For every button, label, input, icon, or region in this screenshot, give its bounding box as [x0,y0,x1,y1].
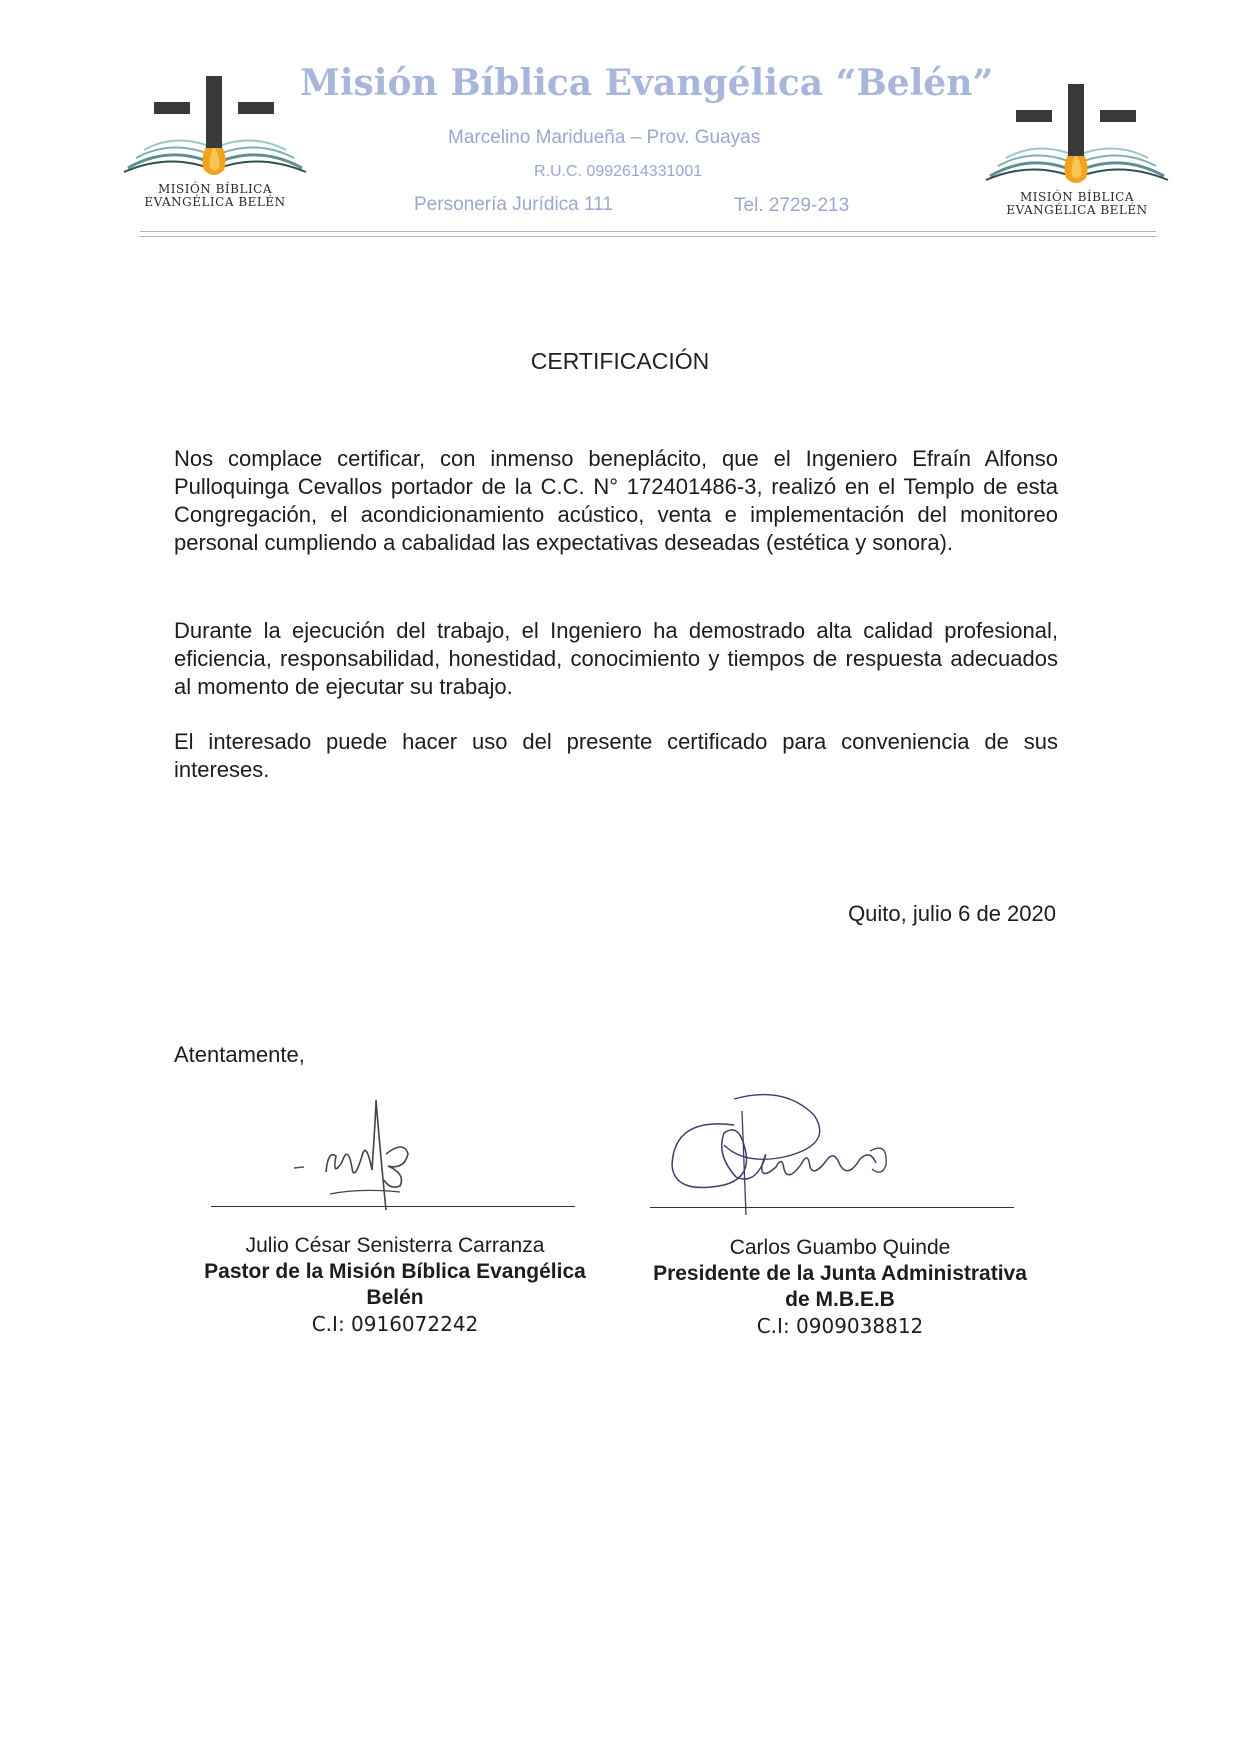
signature-line-left [211,1206,575,1207]
closing: Atentamente, [174,1042,305,1067]
signatory-id: C.I: 0909038812 [756,1314,924,1338]
logo-caption-line2: EVANGÉLICA BELÉN [144,195,286,209]
logo-left [120,72,310,212]
ruc-number: R.U.C. 0992614331001 [534,163,703,180]
signatory-role-line1: Presidente de la Junta Administrativa [653,1262,1027,1285]
logo-right [982,80,1172,220]
document-title: CERTIFICACIÓN [530,348,710,374]
signatory-name: Julio César Senisterra Carranza [245,1234,545,1257]
logo-emblem-icon [120,72,310,192]
paragraph-1: Nos complace certificar, con inmenso beneplácito, que el Ingeniero Efraín Alfonso Pulloquinga Cevallos portador de la C.C. N° 172401486-3, realizó en el Templo de esta Congregación, el acondicionamiento acústico, venta e implementación del monitoreo personal cumpliendo a cabalidad las expectativas deseadas (estética y sonora). [174,446,1058,555]
signature-right [664,1085,904,1220]
signatory-name: Carlos Guambo Quinde [729,1236,951,1259]
signatory-id: C.I: 0916072242 [311,1312,479,1336]
signatory-role-line2: Belén [366,1286,424,1309]
signatory-role-line2: de M.B.E.B [785,1288,895,1311]
logo-caption-line1: MISIÓN BÍBLICA [157,182,273,196]
signatory-left [160,1233,630,1337]
logo-caption-line1: MISIÓN BÍBLICA [1019,190,1135,204]
signatory-right [620,1235,1060,1339]
header-rule [140,236,1156,237]
logo-caption-line2: EVANGÉLICA BELÉN [1006,203,1148,217]
header-rule [140,231,1156,232]
paragraph-3: El interesado puede hacer uso del presente certificado para conveniencia de sus intereses. [174,729,1058,782]
logo-emblem-icon [982,80,1172,200]
organization-name: Misión Bíblica Evangélica “Belén” [300,62,994,104]
signature-line-right [650,1207,1014,1208]
signature-left [290,1090,450,1225]
place-date: Quito, julio 6 de 2020 [848,901,1056,926]
paragraph-2: Durante la ejecución del trabajo, el Ingeniero ha demostrado alta calidad profesional, eficiencia, responsabilidad, honestidad, conocimiento y tiempos de respuesta adecuados al momento de ejecutar su trabajo. [174,618,1058,699]
phone-number: Tel. 2729-213 [734,195,850,216]
address: Marcelino Maridueña – Prov. Guayas [448,127,761,148]
signatory-role-line1: Pastor de la Misión Bíblica Evangélica [204,1260,586,1283]
legal-status: Personería Jurídica 111 [414,194,613,215]
